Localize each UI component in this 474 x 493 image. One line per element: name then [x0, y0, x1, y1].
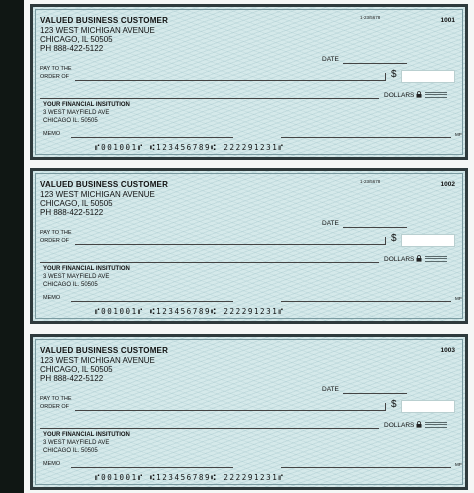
bank-name: YOUR FINANCIAL INSITUTION — [43, 102, 130, 108]
bank-address-line1: 3 WEST MAYFIELD AVE — [43, 274, 110, 280]
micr-line: ⑈001001⑈ ⑆123456789⑆ 222291231⑈ — [95, 143, 285, 152]
bank-address-line2: CHICAGO IL. 50505 — [43, 282, 98, 288]
signature-field[interactable] — [281, 137, 451, 138]
date-field[interactable] — [343, 227, 407, 228]
dollar-sign: $ — [391, 69, 397, 80]
bank-fraction-code: 1-23/5678 — [360, 179, 381, 184]
check-1002 — [30, 168, 468, 324]
date-field[interactable] — [343, 63, 407, 64]
order-of-label: ORDER OF — [40, 404, 70, 410]
date-field[interactable] — [343, 393, 407, 394]
padlock-security-icon — [416, 91, 422, 98]
bank-name: YOUR FINANCIAL INSITUTION — [43, 432, 130, 438]
dollars-label: DOLLARS — [384, 92, 415, 99]
business-name: VALUED BUSINESS CUSTOMER — [40, 180, 169, 189]
pay-to-label: PAY TO THE — [40, 66, 72, 72]
memo-field[interactable] — [71, 137, 233, 138]
bank-address-line1: 3 WEST MAYFIELD AVE — [43, 110, 110, 116]
left-stub-strip — [0, 0, 24, 493]
order-of-label: ORDER OF — [40, 238, 70, 244]
written-amount-field[interactable] — [40, 262, 379, 263]
pay-to-label: PAY TO THE — [40, 230, 72, 236]
order-of-label: ORDER OF — [40, 74, 70, 80]
memo-label: MEMO — [43, 461, 61, 467]
business-address-line1: 123 WEST MICHIGAN AVENUE — [40, 356, 155, 365]
date-label: DATE — [322, 56, 339, 63]
dollar-sign: $ — [391, 399, 397, 410]
micr-line: ⑈001001⑈ ⑆123456789⑆ 222291231⑈ — [95, 307, 285, 316]
payee-line-end — [385, 237, 386, 245]
amount-field[interactable] — [401, 70, 455, 83]
mp-label: MP — [455, 462, 462, 467]
micr-line: ⑈001001⑈ ⑆123456789⑆ 222291231⑈ — [95, 473, 285, 482]
date-label: DATE — [322, 220, 339, 227]
check-number: 1001 — [440, 17, 455, 24]
payee-line-end — [385, 403, 386, 411]
bank-address-line1: 3 WEST MAYFIELD AVE — [43, 440, 110, 446]
dollar-sign: $ — [391, 233, 397, 244]
amount-field[interactable] — [401, 234, 455, 247]
signature-field[interactable] — [281, 467, 451, 468]
business-phone: PH 888-422-5122 — [40, 208, 104, 217]
business-name: VALUED BUSINESS CUSTOMER — [40, 16, 169, 25]
pay-to-label: PAY TO THE — [40, 396, 72, 402]
written-amount-field[interactable] — [40, 98, 379, 99]
business-address-line2: CHICAGO, IL 50505 — [40, 199, 113, 208]
memo-field[interactable] — [71, 467, 233, 468]
payee-field[interactable] — [75, 80, 386, 81]
memo-label: MEMO — [43, 131, 61, 137]
memo-field[interactable] — [71, 301, 233, 302]
security-features-text — [425, 255, 447, 263]
bank-fraction-code: 1-23/5678 — [360, 15, 381, 20]
business-address-line2: CHICAGO, IL 50505 — [40, 365, 113, 374]
business-address-line2: CHICAGO, IL 50505 — [40, 35, 113, 44]
check-number: 1002 — [440, 181, 455, 188]
dollars-label: DOLLARS — [384, 256, 415, 263]
payee-field[interactable] — [75, 244, 386, 245]
signature-field[interactable] — [281, 301, 451, 302]
padlock-security-icon — [416, 421, 422, 428]
mp-label: MP — [455, 132, 462, 137]
business-address-line1: 123 WEST MICHIGAN AVENUE — [40, 190, 155, 199]
security-features-text — [425, 421, 447, 429]
padlock-security-icon — [416, 255, 422, 262]
date-label: DATE — [322, 386, 339, 393]
mp-label: MP — [455, 296, 462, 301]
security-features-text — [425, 91, 447, 99]
bank-address-line2: CHICAGO IL. 50505 — [43, 118, 98, 124]
bank-address-line2: CHICAGO IL. 50505 — [43, 448, 98, 454]
check-1003 — [30, 334, 468, 490]
payee-field[interactable] — [75, 410, 386, 411]
memo-label: MEMO — [43, 295, 61, 301]
business-name: VALUED BUSINESS CUSTOMER — [40, 346, 169, 355]
amount-field[interactable] — [401, 400, 455, 413]
payee-line-end — [385, 73, 386, 81]
business-address-line1: 123 WEST MICHIGAN AVENUE — [40, 26, 155, 35]
business-phone: PH 888-422-5122 — [40, 44, 104, 53]
written-amount-field[interactable] — [40, 428, 379, 429]
bank-name: YOUR FINANCIAL INSITUTION — [43, 266, 130, 272]
check-number: 1003 — [440, 347, 455, 354]
business-phone: PH 888-422-5122 — [40, 374, 104, 383]
dollars-label: DOLLARS — [384, 422, 415, 429]
check-1001 — [30, 4, 468, 160]
